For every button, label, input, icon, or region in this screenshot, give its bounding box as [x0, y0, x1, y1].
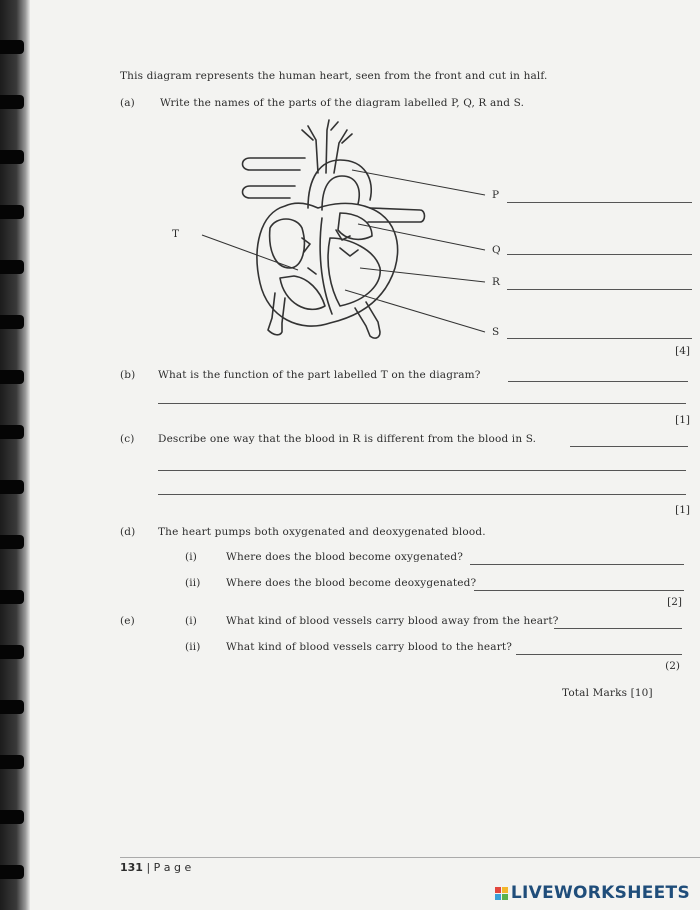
binding-ring — [0, 480, 24, 494]
binding-ring — [0, 205, 24, 219]
footer-rule — [120, 857, 700, 858]
answer-line-r[interactable] — [507, 289, 692, 290]
binding-ring — [0, 535, 24, 549]
spiral-binding — [0, 0, 30, 910]
question-a-number: (a) — [120, 97, 135, 109]
marks-d: [2] — [667, 596, 682, 608]
question-d-text: The heart pumps both oxygenated and deoxygenated blood. — [158, 526, 486, 538]
binding-ring — [0, 150, 24, 164]
question-e-ii-number: (ii) — [185, 641, 201, 653]
answer-line-q[interactable] — [507, 254, 692, 255]
binding-ring — [0, 590, 24, 604]
label-r: R — [492, 276, 500, 288]
answer-line-c3[interactable] — [158, 494, 686, 495]
answer-line-e-i[interactable] — [554, 628, 682, 629]
marks-b: [1] — [675, 414, 690, 426]
vena-cava — [243, 158, 306, 198]
question-e-ii-text: What kind of blood vessels carry blood to the heart? — [226, 641, 513, 653]
question-b-number: (b) — [120, 369, 136, 381]
label-t: T — [172, 228, 180, 240]
question-e-number: (e) — [120, 615, 135, 627]
marks-c: [1] — [675, 504, 690, 516]
right-ventricle — [280, 276, 325, 309]
question-c-number: (c) — [120, 433, 135, 445]
marks-e: (2) — [665, 660, 680, 672]
binding-ring — [0, 425, 24, 439]
question-d-ii-text: Where does the blood become deoxygenated? — [226, 577, 477, 589]
worksheet-page — [30, 0, 700, 910]
page-word: | P a g e — [146, 861, 192, 874]
binding-ring — [0, 260, 24, 274]
answer-line-e-ii[interactable] — [516, 654, 682, 655]
question-b-text: What is the function of the part labelled T on the diagram? — [158, 369, 481, 381]
answer-line-b2[interactable] — [158, 403, 686, 404]
question-d-i-text: Where does the blood become oxygenated? — [226, 551, 464, 563]
binding-ring — [0, 865, 24, 879]
question-e-i-text: What kind of blood vessels carry blood away from the heart? — [226, 615, 559, 627]
liveworksheets-icon — [495, 887, 508, 900]
binding-ring — [0, 370, 24, 384]
binding-ring — [0, 40, 24, 54]
question-e-i-number: (i) — [185, 615, 198, 627]
label-s: S — [492, 326, 500, 338]
question-a-text: Write the names of the parts of the diagram labelled P, Q, R and S. — [160, 97, 525, 109]
question-c-text: Describe one way that the blood in R is different from the blood in S. — [158, 433, 537, 445]
intro-text: This diagram represents the human heart, seen from the front and cut in half. — [120, 70, 548, 82]
page-footer — [120, 861, 191, 874]
question-d-ii-number: (ii) — [185, 577, 201, 589]
aorta-branch — [308, 120, 347, 173]
right-atrium — [270, 219, 305, 268]
left-ventricle — [328, 238, 380, 306]
binding-ring — [0, 645, 24, 659]
answer-line-d-i[interactable] — [470, 564, 684, 565]
total-marks: Total Marks [10] — [562, 687, 653, 699]
pulmonary-artery — [368, 208, 425, 222]
leader-line-q — [358, 224, 485, 250]
brand-name: LIVEWORKSHEETS — [510, 883, 690, 903]
question-d-i-number: (i) — [185, 551, 198, 563]
answer-line-c1[interactable] — [570, 446, 688, 447]
binding-ring — [0, 755, 24, 769]
binding-ring — [0, 700, 24, 714]
page-number: 131 — [120, 861, 143, 874]
answer-line-s[interactable] — [507, 338, 692, 339]
heart-diagram — [190, 118, 520, 350]
valve — [302, 230, 358, 274]
liveworksheets-logo[interactable] — [495, 883, 690, 903]
label-p: P — [492, 189, 500, 201]
answer-line-d-ii[interactable] — [474, 590, 684, 591]
question-d-number: (d) — [120, 526, 136, 538]
label-q: Q — [492, 244, 501, 256]
binding-ring — [0, 810, 24, 824]
answer-line-p[interactable] — [507, 202, 692, 203]
inferior-vena-cava — [268, 293, 285, 335]
binding-ring — [0, 95, 24, 109]
answer-line-b1[interactable] — [508, 381, 688, 382]
leader-line-t — [202, 235, 298, 270]
marks-a: [4] — [675, 345, 690, 357]
binding-ring — [0, 315, 24, 329]
answer-line-c2[interactable] — [158, 470, 686, 471]
